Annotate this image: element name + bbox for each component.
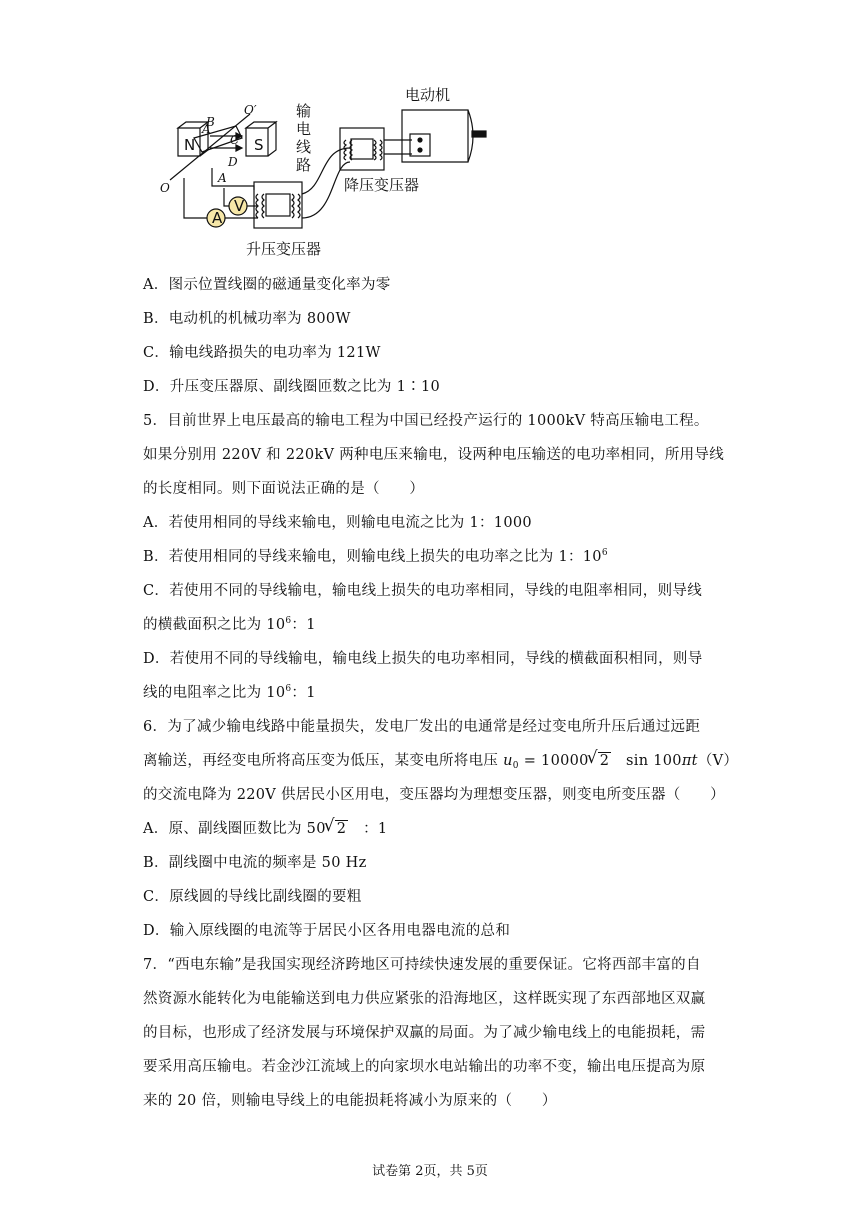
q5-option-d-line-1: D．若使用不同的导线输电，输电线上损失的电功率相同，导线的横截面积相同，则导 <box>143 651 703 667</box>
q6-option-b: B．副线圈中电流的频率是 50 Hz <box>143 855 367 871</box>
q6-stem-line-3: 的交流电降为 220V 供居民小区用电，变压器均为理想变压器，则变电所变压器（ ） <box>143 787 725 803</box>
q4-option-c: C．输电线路损失的电功率为 121W <box>143 345 381 361</box>
q4-option-a: A．图示位置线圈的磁通量变化率为零 <box>143 277 391 293</box>
q6-pi: π <box>681 753 692 769</box>
motor-label: 电动机 <box>405 86 451 104</box>
q5-option-d-exponent: 6 <box>285 684 292 694</box>
transmission-line-label-1: 输 <box>296 102 312 120</box>
axis-label-o: O <box>160 181 170 195</box>
axis-label-o-prime: O′ <box>244 103 257 117</box>
magnet-s-label: S <box>254 136 264 154</box>
transmission-line-label-4: 路 <box>296 156 312 174</box>
q7-line-3: 的目标，也形成了经济发展与环境保护双赢的局面。为了减少输电线上的电能损耗，需 <box>143 1025 706 1041</box>
q7-line-2: 然资源水能转化为电能输送到电力供应紧张的沿海地区，这样既实现了东西部地区双赢 <box>143 991 706 1007</box>
q6-sqrt-value: 2 <box>599 753 610 769</box>
q5-option-b-exponent: 6 <box>601 548 608 558</box>
coil-label-a-top: A <box>202 122 211 136</box>
q5-option-c-line-1: C．若使用不同的导线输电，输电线上损失的电功率相同，导线的电阻率相同，则导线 <box>143 583 702 599</box>
q5-stem-line-3: 的长度相同。则下面说法正确的是（ ） <box>143 481 425 497</box>
q6-option-a-text: A．原、副线圈匝数比为 50 <box>143 821 326 837</box>
page-footer: 试卷第 2页，共 5页 <box>372 1164 488 1179</box>
q6-stem-text: 离输送，再经变电所将高压变为低压，某变电所将电压 <box>143 753 504 769</box>
q5-stem-line-1: 5．目前世界上电压最高的输电工程为中国已经投产运行的 1000kV 特高压输电工程。 <box>143 413 709 429</box>
step-up-coils <box>256 194 300 218</box>
q6-stem-line-1: 6．为了减少输电线路中能量损失，发电厂发出的电通常是经过变电所升压后通过远距 <box>143 719 701 735</box>
q5-option-d-ratio: ：1 <box>291 685 316 701</box>
q5-option-a: A．若使用相同的导线来输电，则输电电流之比为 1：1000 <box>143 515 532 531</box>
coil-label-c: C <box>230 133 240 147</box>
q6-voltage-subscript: 0 <box>512 761 519 771</box>
q6-t: t <box>691 753 698 769</box>
q6-option-a <box>143 819 387 839</box>
ammeter-label: A <box>212 209 223 227</box>
transmission-line-label-3: 线 <box>296 138 312 156</box>
q5-stem-line-2: 如果分别用 220V 和 220kV 两种电压来输电，设两种电压输送的电功率相同，所用导线 <box>143 447 725 463</box>
q7-line-4: 要采用高压输电。若金沙江流域上的向家坝水电站输出的功率不变，输出电压提高为原 <box>143 1059 706 1075</box>
coil-label-b: B <box>206 115 215 129</box>
motor-terminal-box <box>410 134 430 156</box>
coil-label-d: D <box>228 155 238 169</box>
q6-option-d: D．输入原线圈的电流等于居民小区各用电器电流的总和 <box>143 923 511 939</box>
q6-option-a-ratio: ：1 <box>348 821 388 837</box>
q5-option-c-exponent: 6 <box>285 616 292 626</box>
q5-option-c-line-2 <box>143 615 316 635</box>
motor-body <box>402 110 473 162</box>
q6-option-a-sqrt-value: 2 <box>336 821 347 837</box>
q5-option-d-line-2 <box>143 683 316 703</box>
q7-line-5: 来的 20 倍，则输电导线上的电能损耗将减小为原来的（ ） <box>143 1093 557 1109</box>
q6-option-c: C．原线圆的导线比副线圈的要粗 <box>143 889 362 905</box>
coil-label-a-bottom: A <box>218 171 227 185</box>
q4-option-b: B．电动机的机械功率为 800W <box>143 311 351 327</box>
transmission-line-label-2: 电 <box>296 120 312 138</box>
voltmeter-label: V <box>234 197 245 215</box>
q7-line-1: 7．“西电东输”是我国实现经济跨地区可持续快速发展的重要保证。它将西部丰富的自 <box>143 957 701 973</box>
step-up-transformer-label: 升压变压器 <box>246 240 322 258</box>
q5-option-b <box>143 547 608 567</box>
q6-stem-line-2 <box>143 751 738 771</box>
q5-option-c-text: 的横截面积之比为 10 <box>143 617 286 633</box>
magnet-n-label: N <box>184 136 196 154</box>
q6-sin: sin 100 <box>611 753 682 769</box>
q5-option-c-ratio: ：1 <box>291 617 316 633</box>
step-up-transformer-core <box>254 182 302 228</box>
q5-option-d-text: 线的电阻率之比为 10 <box>143 685 286 701</box>
step-down-coils <box>344 140 382 160</box>
q6-unit: （V） <box>697 753 739 769</box>
q5-option-b-text: B．若使用相同的导线来输电，则输电线上损失的电功率之比为 1：10 <box>143 549 602 565</box>
q6-sqrt <box>589 751 612 771</box>
step-down-transformer-label: 降压变压器 <box>344 176 420 194</box>
q6-option-a-sqrt <box>326 819 349 839</box>
q6-voltage-symbol: u <box>503 753 513 769</box>
q4-option-d: D．升压变压器原、副线圈匝数之比为 1∶10 <box>143 379 441 395</box>
motor-shaft <box>472 131 486 137</box>
q6-voltage-amplitude: = 10000 <box>518 753 589 769</box>
power-transmission-figure <box>150 78 510 268</box>
step-down-transformer-core <box>340 128 384 170</box>
